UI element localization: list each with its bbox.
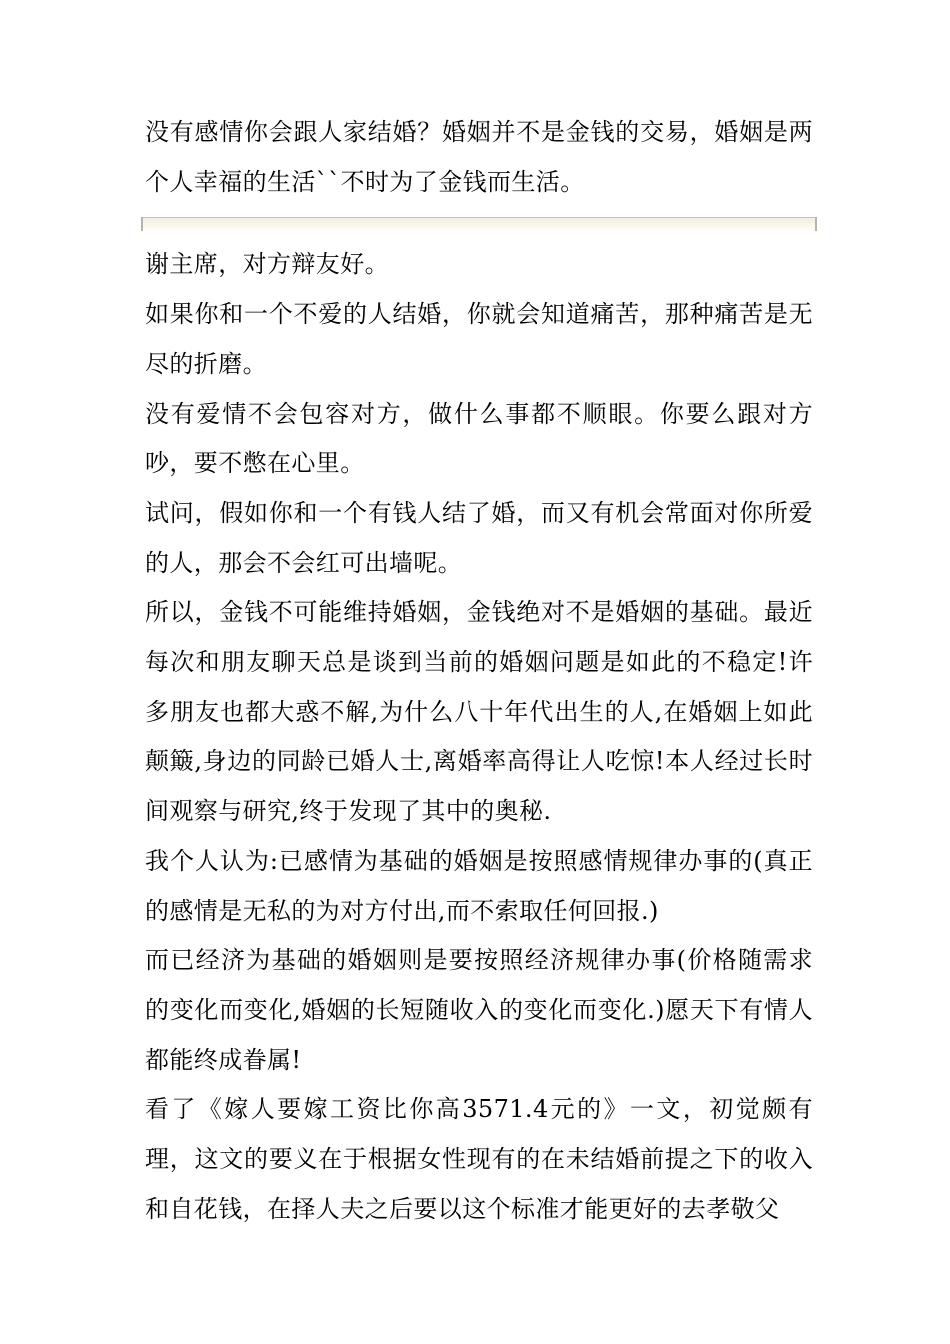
paragraph-3: 没有爱情不会包容对方，做什么事都不顺眼。你要么跟对方吵，要不憋在心里。 xyxy=(145,399,813,478)
paragraph-5: 所以，金钱不可能维持婚姻，金钱绝对不是婚姻的基础。最近每次和朋友聊天总是谈到当前的婚姻问题是如此的不稳定!许多朋友也都大惑不解,为什么八十年代出生的人,在婚姻上如此颠簸,身边的同龄已婚人士,离婚率高得让人吃惊!本人经过长时间观察与研究,终于发现了其中的奥秘. xyxy=(145,598,813,826)
paragraph-6: 我个人认为:已感情为基础的婚姻是按照感情规律办事的(真正的感情是无私的为对方付出,而不索取任何回报.) xyxy=(145,846,813,925)
paragraph-1: 谢主席，对方辩友好。 xyxy=(145,250,389,279)
document-page xyxy=(145,108,813,1234)
paragraph-2: 如果你和一个不爱的人结婚，你就会知道痛苦，那种痛苦是无尽的折磨。 xyxy=(145,300,813,378)
paragraph-7: 而已经济为基础的婚姻则是要按照经济规律办事(价格随需求的变化而变化,婚姻的长短随收入的变化而变化.)愿天下有情人都能终成眷属! xyxy=(145,946,813,1074)
paragraph-top: 没有感情你会跟人家结婚？婚姻并不是金钱的交易，婚姻是两个人幸福的生活``不时为了金钱而生活。 xyxy=(145,118,813,196)
paragraph-8: 看了《嫁人要嫁工资比你高3571.4元的》一文，初觉颇有理，这文的要义在于根据女性现有的在未结婚前提之下的收入和自花钱，在择人夫之后要以这个标准才能更好的去孝敬父 xyxy=(145,1095,813,1223)
section-divider xyxy=(141,217,817,232)
paragraph-4: 试问，假如你和一个有钱人结了婚，而又有机会常面对你所爱的人，那会不会红可出墙呢。 xyxy=(145,498,813,577)
